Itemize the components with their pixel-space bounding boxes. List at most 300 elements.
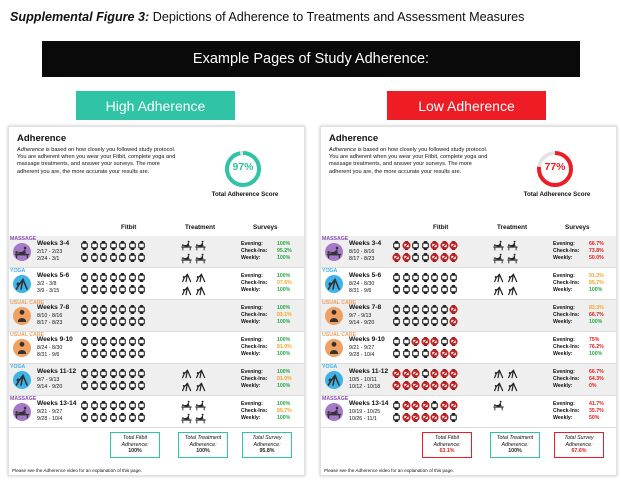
figure-title: [10, 10, 524, 24]
week-dates: [349, 281, 374, 295]
fitbit-missed-icon: [440, 381, 449, 390]
fitbit-worn-icon: [99, 401, 108, 410]
fitbit-worn-icon: [118, 305, 127, 314]
total-adherence-label: Total Treatment Adherence:: [496, 435, 534, 448]
surveys-column-header: Surveys: [565, 224, 590, 231]
fitbit-missed-icon: [392, 381, 401, 390]
survey-stats: [553, 305, 604, 327]
massage-session-icon: [181, 240, 192, 251]
survey-stat-row: [241, 369, 292, 376]
fitbit-missed-icon: [430, 369, 439, 378]
fitbit-worn-icon: [128, 305, 137, 314]
fitbit-missed-icon: [430, 337, 439, 346]
survey-stat-value: 100%: [277, 401, 291, 407]
fitbit-worn-icon: [118, 253, 127, 262]
treatment-week-row: [493, 381, 518, 392]
survey-stat-value: 0%: [589, 383, 597, 390]
adherence-score-ring: [535, 149, 575, 189]
total-adherence-box: [554, 432, 604, 458]
treatment-type-label: MASSAGE: [10, 236, 37, 242]
massage-session-icon: [493, 240, 504, 251]
table-row: [321, 300, 617, 332]
survey-stats: [241, 273, 292, 295]
survey-stat-row: [241, 305, 292, 312]
yoga-session-icon: [507, 368, 518, 379]
survey-stats: [553, 337, 604, 359]
fitbit-column-header: Fitbit: [433, 224, 449, 231]
adherence-score-value: 77%: [544, 161, 566, 173]
survey-stat-value: 100%: [277, 273, 291, 279]
fitbit-worn-icon: [421, 241, 430, 250]
fitbit-worn-icon: [109, 413, 118, 422]
fitbit-worn-icon: [137, 241, 146, 250]
total-adherence-label: Total Fitbit Adherence:: [121, 435, 149, 448]
week-date-range: 3/9 - 3/15: [37, 288, 60, 294]
fitbit-worn-icon: [137, 253, 146, 262]
fitbit-worn-icon: [128, 317, 137, 326]
treatment-column-header: Treatment: [497, 224, 528, 231]
total-adherence-value: 100%: [508, 448, 522, 455]
fitbit-week-row: [80, 401, 146, 410]
table-row: [321, 268, 617, 300]
survey-stat-row: [553, 337, 604, 344]
figure-title-bold: Supplemental Figure 3:: [10, 10, 150, 24]
yoga-session-icon: [181, 272, 192, 283]
survey-stat-value: 100%: [277, 319, 291, 326]
yoga-session-icon: [507, 272, 518, 283]
survey-stat-value: 100%: [277, 287, 291, 294]
fitbit-worn-icon: [99, 241, 108, 250]
total-adherence-label: Total Survey Adherence:: [564, 435, 594, 448]
fitbit-missed-icon: [430, 349, 439, 358]
survey-stat-value: 75%: [589, 337, 600, 343]
weeks-label: Weeks 9-10: [349, 336, 385, 343]
survey-stat-value: 66.7%: [589, 312, 604, 319]
fitbit-worn-icon: [99, 317, 108, 326]
yoga-session-icon: [507, 381, 518, 392]
yoga-session-icon: [181, 381, 192, 392]
fitbit-worn-icon: [449, 285, 458, 294]
fitbit-week-row: [80, 253, 146, 262]
massage-session-icon: [507, 253, 518, 264]
week-date-range: 9/21 - 9/27: [349, 345, 375, 351]
fitbit-worn-icon: [90, 369, 99, 378]
fitbit-worn-icon: [90, 241, 99, 250]
massage-session-icon: [195, 253, 206, 264]
adherence-description: [17, 147, 179, 176]
fitbit-worn-icon: [109, 349, 118, 358]
fitbit-worn-icon: [392, 305, 401, 314]
massage-icon: [325, 243, 343, 261]
week-dates: [349, 313, 374, 327]
survey-stat-value: 95.2%: [277, 248, 292, 255]
fitbit-worn-icon: [80, 253, 89, 262]
massage-icon: [13, 243, 31, 261]
weeks-label: Weeks 9-10: [37, 336, 73, 343]
survey-stat-value: 100%: [589, 287, 603, 294]
week-dates: [349, 377, 380, 391]
treatment-week-row: [493, 400, 504, 411]
fitbit-worn-icon: [109, 337, 118, 346]
survey-stat-row: [241, 273, 292, 280]
week-date-range: 8/10 - 8/16: [37, 313, 63, 319]
fitbit-worn-icon: [421, 369, 430, 378]
fitbit-worn-icon: [392, 273, 401, 282]
total-adherence-value: 63.1%: [439, 448, 455, 455]
fitbit-week-row: [392, 285, 458, 294]
yoga-session-icon: [195, 381, 206, 392]
fitbit-worn-icon: [90, 337, 99, 346]
yoga-icon: [325, 371, 343, 389]
survey-stat-label: Weekly:: [553, 383, 573, 390]
fitbit-worn-icon: [99, 337, 108, 346]
survey-stat-label: Evening:: [241, 401, 263, 407]
fitbit-week-row: [392, 369, 458, 378]
fitbit-worn-icon: [392, 317, 401, 326]
survey-stat-label: Evening:: [241, 241, 263, 247]
figure-title-rest: Depictions of Adherence to Treatments and Assessment Measures: [149, 10, 525, 24]
fitbit-week-row: [392, 401, 458, 410]
fitbit-worn-icon: [392, 241, 401, 250]
survey-stat-label: Weekly:: [241, 255, 261, 262]
fitbit-week-row: [80, 369, 146, 378]
survey-stat-row: [241, 241, 292, 248]
weeks-label: Weeks 3-4: [349, 240, 382, 247]
fitbit-worn-icon: [118, 285, 127, 294]
fitbit-missed-icon: [449, 305, 458, 314]
usual-icon: [325, 307, 343, 325]
fitbit-week-row: [80, 273, 146, 282]
treatment-week-row: [181, 253, 206, 264]
total-adherence-box: [178, 432, 228, 458]
fitbit-missed-icon: [411, 337, 420, 346]
yoga-session-icon: [181, 368, 192, 379]
massage-session-icon: [181, 253, 192, 264]
fitbit-worn-icon: [430, 285, 439, 294]
survey-stat-row: [241, 312, 292, 319]
fitbit-worn-icon: [392, 413, 401, 422]
usual-icon: [325, 339, 343, 357]
totals-section: [321, 432, 617, 462]
panel-heading: Adherence: [17, 133, 67, 144]
treatment-type-label: USUAL CARE: [10, 332, 44, 338]
week-dates: [37, 345, 62, 359]
banner: Example Pages of Study Adherence:: [42, 41, 580, 77]
total-adherence-box: [242, 432, 292, 458]
survey-stat-label: Evening:: [241, 273, 263, 279]
week-date-range: 8/10 - 8/16: [349, 249, 375, 255]
treatment-week-row: [181, 285, 206, 296]
fitbit-worn-icon: [99, 253, 108, 262]
treatment-type-label: USUAL CARE: [322, 332, 356, 338]
survey-stat-label: Evening:: [241, 337, 263, 343]
fitbit-worn-icon: [109, 273, 118, 282]
fitbit-worn-icon: [430, 401, 439, 410]
massage-icon: [325, 403, 343, 421]
fitbit-worn-icon: [137, 317, 146, 326]
fitbit-missed-icon: [449, 337, 458, 346]
table-row: [9, 332, 305, 364]
survey-stat-label: Check-Ins:: [553, 312, 580, 319]
fitbit-missed-icon: [440, 369, 449, 378]
fitbit-worn-icon: [109, 381, 118, 390]
fitbit-worn-icon: [137, 369, 146, 378]
treatment-type-label: USUAL CARE: [10, 300, 44, 306]
fitbit-week-row: [80, 317, 146, 326]
fitbit-worn-icon: [90, 253, 99, 262]
fitbit-worn-icon: [109, 305, 118, 314]
fitbit-worn-icon: [430, 273, 439, 282]
survey-stat-label: Weekly:: [553, 415, 573, 422]
treatment-week-row: [181, 368, 206, 379]
survey-stat-label: Check-Ins:: [241, 376, 268, 383]
description-emphasis: Adherence: [329, 147, 357, 153]
fitbit-missed-icon: [411, 381, 420, 390]
fitbit-worn-icon: [421, 285, 430, 294]
survey-stat-value: 97.6%: [277, 280, 292, 287]
fitbit-worn-icon: [449, 413, 458, 422]
weeks-label: Weeks 13-14: [349, 400, 389, 407]
week-date-range: 9/14 - 9/20: [349, 320, 375, 326]
yoga-session-icon: [195, 368, 206, 379]
survey-stat-value: 100%: [277, 383, 291, 390]
week-dates: [349, 249, 374, 263]
survey-stat-row: [553, 319, 604, 326]
usual-icon: [13, 307, 31, 325]
survey-stat-value: 50%: [589, 415, 600, 422]
fitbit-worn-icon: [80, 337, 89, 346]
week-date-range: 8/24 - 8/30: [349, 281, 375, 287]
fitbit-worn-icon: [80, 413, 89, 422]
fitbit-missed-icon: [411, 413, 420, 422]
survey-stat-row: [241, 344, 292, 351]
fitbit-missed-icon: [430, 413, 439, 422]
survey-stat-row: [553, 415, 604, 422]
treatment-type-label: YOGA: [10, 268, 26, 274]
survey-stat-value: 66.7%: [589, 241, 604, 247]
fitbit-worn-icon: [118, 317, 127, 326]
fitbit-worn-icon: [99, 285, 108, 294]
fitbit-missed-icon: [449, 253, 458, 262]
fitbit-missed-icon: [449, 381, 458, 390]
survey-stat-row: [241, 280, 292, 287]
fitbit-worn-icon: [440, 273, 449, 282]
fitbit-worn-icon: [137, 285, 146, 294]
week-date-range: 2/17 - 2/23: [37, 249, 63, 255]
fitbit-missed-icon: [440, 241, 449, 250]
total-adherence-box: [110, 432, 160, 458]
fitbit-missed-icon: [402, 241, 411, 250]
yoga-session-icon: [181, 285, 192, 296]
survey-stat-value: 100%: [589, 351, 603, 358]
fitbit-worn-icon: [402, 337, 411, 346]
fitbit-week-row: [392, 381, 458, 390]
total-adherence-label: Total Treatment Adherence:: [184, 435, 222, 448]
survey-stats: [553, 241, 604, 263]
fitbit-worn-icon: [80, 401, 89, 410]
fitbit-worn-icon: [90, 381, 99, 390]
survey-stat-label: Check-Ins:: [553, 408, 580, 415]
fitbit-worn-icon: [411, 253, 420, 262]
survey-stat-label: Evening:: [241, 369, 263, 375]
fitbit-week-row: [80, 381, 146, 390]
fitbit-worn-icon: [118, 381, 127, 390]
survey-stat-label: Weekly:: [553, 287, 573, 294]
description-text: is based on how closely you followed study protocol. You are adherent when you wear your Fitbit, complete yoga and massage treatments, and answer your surveys. The more adherent you are, the more accurate your results are.: [329, 147, 488, 175]
fitbit-worn-icon: [137, 413, 146, 422]
fitbit-worn-icon: [128, 349, 137, 358]
fitbit-missed-icon: [430, 241, 439, 250]
week-date-range: 9/14 - 9/20: [37, 384, 63, 390]
massage-session-icon: [181, 413, 192, 424]
fitbit-missed-icon: [430, 253, 439, 262]
total-adherence-value: 95.8%: [259, 448, 275, 455]
fitbit-worn-icon: [128, 337, 137, 346]
fitbit-worn-icon: [411, 273, 420, 282]
fitbit-week-row: [392, 317, 458, 326]
week-date-range: 8/24 - 8/30: [37, 345, 63, 351]
fitbit-worn-icon: [440, 317, 449, 326]
description-text: is based on how closely you followed study protocol. You are adherent when you wear your Fitbit, complete yoga and massage treatments, and answer your surveys. The more adherent you are, the more accurate your results are.: [17, 147, 176, 175]
survey-stat-value: 83.3%: [589, 305, 604, 311]
survey-stats: [241, 337, 292, 359]
fitbit-worn-icon: [392, 285, 401, 294]
fitbit-worn-icon: [128, 401, 137, 410]
fitbit-worn-icon: [118, 273, 127, 282]
survey-stat-label: Weekly:: [241, 415, 261, 422]
survey-stat-label: Weekly:: [553, 351, 573, 358]
fitbit-worn-icon: [90, 305, 99, 314]
survey-stat-label: Weekly:: [553, 319, 573, 326]
treatment-type-label: YOGA: [10, 364, 26, 370]
survey-stat-label: Evening:: [553, 369, 575, 375]
survey-stat-row: [241, 255, 292, 262]
yoga-icon: [325, 275, 343, 293]
fitbit-worn-icon: [109, 253, 118, 262]
fitbit-worn-icon: [128, 413, 137, 422]
survey-stats: [553, 401, 604, 423]
survey-stat-value: 81.0%: [277, 376, 292, 383]
survey-stats: [553, 369, 604, 391]
yoga-session-icon: [195, 272, 206, 283]
high-adherence-panel: [8, 126, 305, 476]
week-date-range: 10/26 - 11/1: [349, 416, 377, 422]
survey-stat-row: [553, 280, 604, 287]
fitbit-worn-icon: [109, 369, 118, 378]
total-adherence-value: 100%: [128, 448, 142, 455]
fitbit-missed-icon: [440, 413, 449, 422]
survey-stat-row: [553, 305, 604, 312]
fitbit-week-row: [80, 285, 146, 294]
fitbit-worn-icon: [402, 349, 411, 358]
survey-stat-row: [241, 337, 292, 344]
fitbit-missed-icon: [421, 337, 430, 346]
survey-stat-row: [553, 312, 604, 319]
survey-stats: [241, 305, 292, 327]
week-date-range: 2/24 - 3/1: [37, 256, 60, 262]
survey-stats: [241, 241, 292, 263]
survey-stat-row: [241, 319, 292, 326]
yoga-session-icon: [493, 285, 504, 296]
survey-stat-label: Weekly:: [241, 287, 261, 294]
fitbit-worn-icon: [90, 401, 99, 410]
survey-stat-label: Check-Ins:: [553, 344, 580, 351]
fitbit-worn-icon: [109, 401, 118, 410]
fitbit-week-row: [392, 273, 458, 282]
massage-session-icon: [195, 413, 206, 424]
fitbit-missed-icon: [440, 349, 449, 358]
survey-stat-value: 73.8%: [589, 248, 604, 255]
survey-stat-row: [241, 287, 292, 294]
survey-stat-label: Check-Ins:: [553, 376, 580, 383]
total-adherence-label: Total Survey Adherence:: [252, 435, 282, 448]
week-date-range: 10/5 - 10/11: [349, 377, 377, 383]
fitbit-worn-icon: [421, 305, 430, 314]
fitbit-missed-icon: [440, 253, 449, 262]
survey-stat-value: 100%: [277, 255, 291, 262]
fitbit-worn-icon: [440, 285, 449, 294]
yoga-session-icon: [493, 381, 504, 392]
survey-stat-label: Evening:: [553, 337, 575, 343]
fitbit-worn-icon: [90, 285, 99, 294]
survey-stat-row: [553, 248, 604, 255]
week-date-range: 9/28 - 10/4: [37, 416, 63, 422]
survey-stat-row: [241, 383, 292, 390]
weeks-label: Weeks 5-6: [37, 272, 70, 279]
survey-stat-row: [241, 401, 292, 408]
fitbit-week-row: [80, 337, 146, 346]
treatment-week-row: [181, 400, 206, 411]
treatment-week-row: [493, 368, 518, 379]
week-date-range: 9/7 - 9/13: [349, 313, 372, 319]
fitbit-worn-icon: [99, 305, 108, 314]
fitbit-worn-icon: [128, 369, 137, 378]
total-adherence-box: [422, 432, 472, 458]
yoga-session-icon: [493, 368, 504, 379]
fitbit-worn-icon: [137, 305, 146, 314]
treatment-column-header: Treatment: [185, 224, 216, 231]
adherence-score-label: Total Adherence Score: [211, 191, 279, 198]
survey-stats: [241, 369, 292, 391]
fitbit-week-row: [392, 349, 458, 358]
week-dates: [37, 409, 62, 423]
survey-stat-label: Check-Ins:: [241, 312, 268, 319]
total-adherence-value: 100%: [196, 448, 210, 455]
survey-stat-value: 91.3%: [589, 273, 604, 279]
week-date-range: 8/17 - 8/23: [37, 320, 63, 326]
survey-stat-row: [553, 383, 604, 390]
survey-stat-row: [553, 376, 604, 383]
fitbit-worn-icon: [118, 369, 127, 378]
fitbit-worn-icon: [80, 317, 89, 326]
massage-session-icon: [195, 240, 206, 251]
fitbit-missed-icon: [430, 381, 439, 390]
fitbit-worn-icon: [109, 285, 118, 294]
fitbit-missed-icon: [449, 349, 458, 358]
fitbit-missed-icon: [392, 369, 401, 378]
description-emphasis: Adherence: [17, 147, 45, 153]
massage-session-icon: [493, 253, 504, 264]
fitbit-worn-icon: [411, 285, 420, 294]
survey-stat-value: 100%: [589, 319, 603, 326]
fitbit-missed-icon: [402, 369, 411, 378]
yoga-icon: [13, 371, 31, 389]
week-dates: [37, 313, 62, 327]
fitbit-week-row: [392, 337, 458, 346]
yoga-session-icon: [493, 272, 504, 283]
fitbit-worn-icon: [402, 317, 411, 326]
fitbit-worn-icon: [402, 285, 411, 294]
